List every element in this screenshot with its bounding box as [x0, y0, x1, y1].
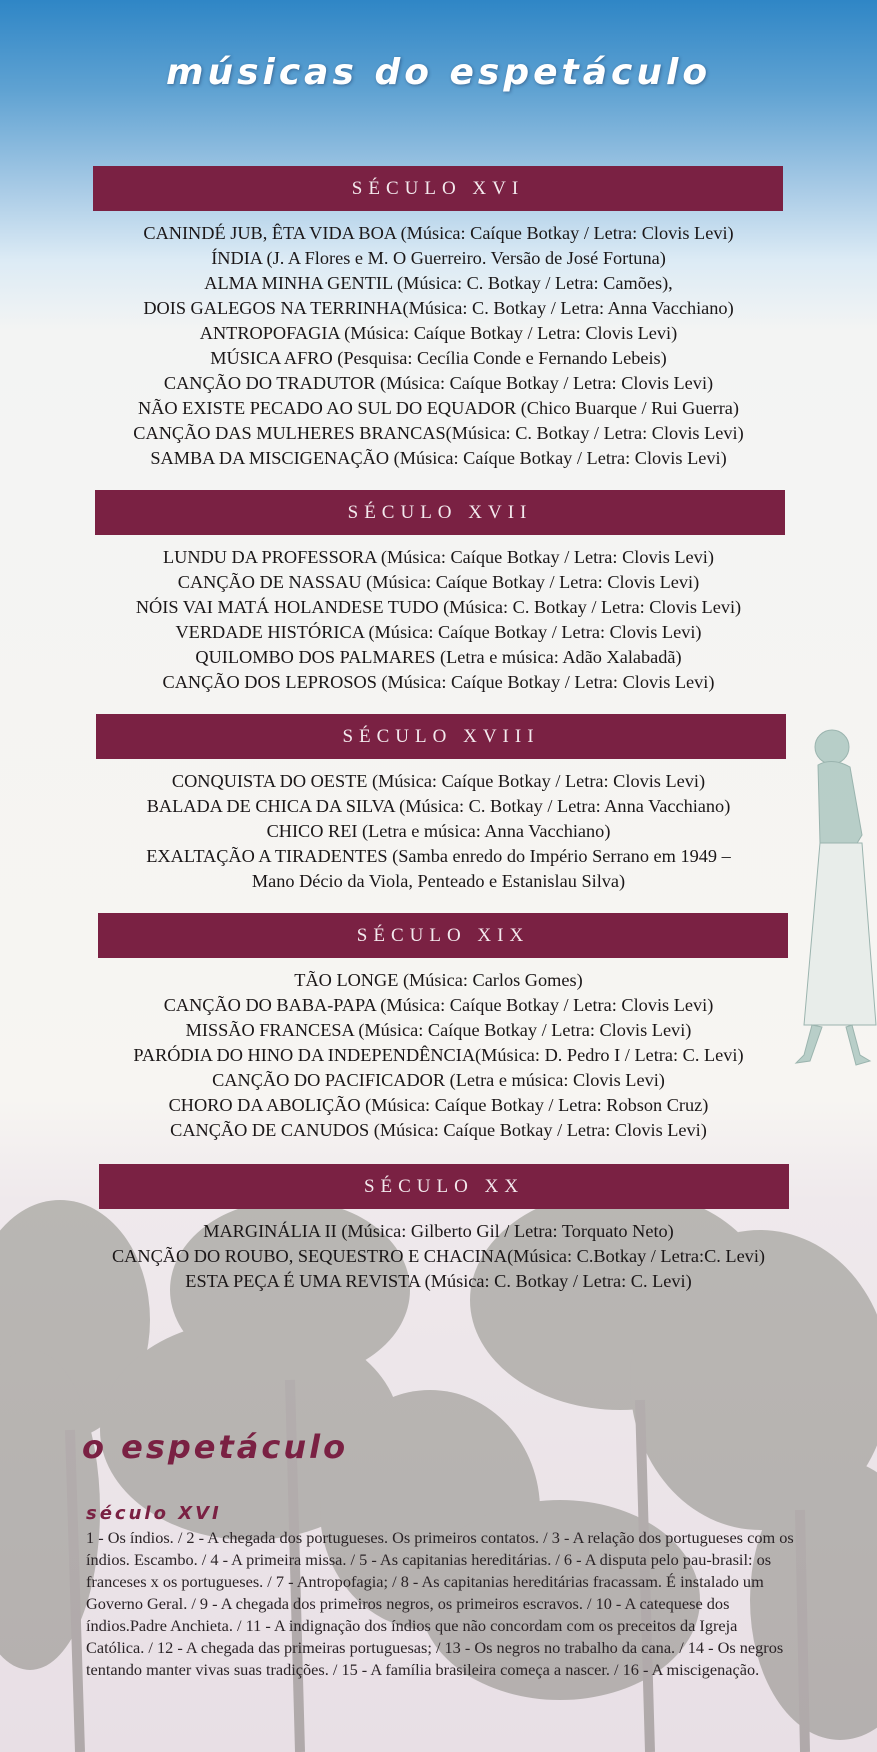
list-item: TÃO LONGE (Música: Carlos Gomes) [294, 970, 583, 990]
list-item: NÓIS VAI MATÁ HOLANDESE TUDO (Música: C. Botkay / Letra: Clovis Levi) [135, 597, 742, 617]
list-item: ESTA PEÇA É UMA REVISTA (Música: C. Botkay / Letra: C. Levi) [185, 1271, 692, 1291]
century-heading: SÉCULO XVIII [96, 714, 786, 759]
century-section-xix [0, 913, 877, 1143]
list-item: ÍNDIA (J. A Flores e M. O Guerreiro. Versão de José Fortuna) [211, 248, 666, 268]
century-heading: SÉCULO XVI [93, 166, 783, 211]
list-item: MARGINÁLIA II (Música: Gilberto Gil / Letra: Torquato Neto) [203, 1221, 674, 1241]
list-item: CANÇÃO DO BABA-PAPA (Música: Caíque Botkay / Letra: Clovis Levi) [163, 995, 714, 1015]
song-list [0, 769, 877, 894]
list-item: PARÓDIA DO HINO DA INDEPENDÊNCIA(Música: D. Pedro I / Letra: C. Levi) [133, 1045, 744, 1065]
list-item: QUILOMBO DOS PALMARES (Letra e música: Adão Xalabadã) [195, 647, 682, 667]
century-heading: SÉCULO XVII [95, 490, 785, 535]
century-section-xx [0, 1164, 877, 1294]
list-item: LUNDU DA PROFESSORA (Música: Caíque Botkay / Letra: Clovis Levi) [163, 547, 714, 567]
list-item: CANÇÃO DE CANUDOS (Música: Caíque Botkay / Letra: Clovis Levi) [170, 1120, 707, 1140]
list-item: EXALTAÇÃO A TIRADENTES (Samba enredo do Império Serrano em 1949 – Mano Décio da Viola, Penteado e Estanislau Silva) [146, 846, 731, 891]
list-item: CHORO DA ABOLIÇÃO (Música: Caíque Botkay / Letra: Robson Cruz) [168, 1095, 709, 1115]
page-title: músicas do espetáculo [165, 52, 712, 93]
list-item: ALMA MINHA GENTIL (Música: C. Botkay / Letra: Camões), [204, 273, 673, 293]
list-item: MÚSICA AFRO (Pesquisa: Cecília Conde e Fernando Lebeis) [210, 348, 667, 368]
list-item: CANÇÃO DAS MULHERES BRANCAS(Música: C. Botkay / Letra: Clovis Levi) [133, 423, 744, 443]
song-list [0, 545, 877, 695]
list-item: CANINDÉ JUB, ÊTA VIDA BOA (Música: Caíque Botkay / Letra: Clovis Levi) [143, 223, 734, 243]
list-item: CANÇÃO DO PACIFICADOR (Letra e música: Clovis Levi) [212, 1070, 665, 1090]
list-item: CHICO REI (Letra e música: Anna Vacchiano) [266, 821, 611, 841]
song-list [0, 1219, 877, 1294]
list-item: CANÇÃO DO ROUBO, SEQUESTRO E CHACINA(Música: C.Botkay / Letra:C. Levi) [111, 1246, 765, 1266]
century-heading: SÉCULO XIX [98, 913, 788, 958]
century-section-xvi [0, 166, 877, 471]
list-item: MISSÃO FRANCESA (Música: Caíque Botkay / Letra: Clovis Levi) [185, 1020, 692, 1040]
list-item: CONQUISTA DO OESTE (Música: Caíque Botkay / Letra: Clovis Levi) [171, 771, 706, 791]
section-body-text: 1 - Os índios. / 2 - A chegada dos portugueses. Os primeiros contatos. / 3 - A relação dos portugueses com os índios. Escambo. / 4 - A primeira missa. / 5 - As capitanias hereditárias. / 6 - A disputa pelo pau-brasil: os franceses x os portugueses. / 7 - Antropofagia; / 8 - As capitanias hereditárias fracassam. É instalado um Governo Geral. / 9 - A chegada dos primeiros negros, os primeiros escravos. / 10 - A catequese dos índios.Padre Anchieta. / 11 - A indignação dos índios que não concordam com os preceitos da Igreja Católica. / 12 - A chegada das primeiras portuguesas; / 13 - Os negros no trabalho da cana. / 14 - Os negros tentando manter vivas suas tradições. / 15 - A família brasileira começa a nascer. / 16 - A miscigenação. [86, 1528, 794, 1679]
century-section-xvii [0, 490, 877, 695]
song-list [0, 221, 877, 471]
section-title: o espetáculo [82, 1428, 349, 1466]
century-section-xviii [0, 714, 877, 894]
list-item: CANÇÃO DE NASSAU (Música: Caíque Botkay / Letra: Clovis Levi) [177, 572, 700, 592]
list-item: CANÇÃO DO TRADUTOR (Música: Caíque Botkay / Letra: Clovis Levi) [163, 373, 714, 393]
section-subtitle: século XVI [86, 1503, 222, 1524]
list-item: SAMBA DA MISCIGENAÇÃO (Música: Caíque Botkay / Letra: Clovis Levi) [150, 448, 727, 468]
list-item: CANÇÃO DOS LEPROSOS (Música: Caíque Botkay / Letra: Clovis Levi) [162, 672, 715, 692]
list-item: BALADA DE CHICA DA SILVA (Música: C. Botkay / Letra: Anna Vacchiano) [146, 796, 731, 816]
century-heading: SÉCULO XX [99, 1164, 789, 1209]
song-list [0, 968, 877, 1143]
list-item: VERDADE HISTÓRICA (Música: Caíque Botkay / Letra: Clovis Levi) [175, 622, 702, 642]
list-item: ANTROPOFAGIA (Música: Caíque Botkay / Letra: Clovis Levi) [199, 323, 678, 343]
list-item: DOIS GALEGOS NA TERRINHA(Música: C. Botkay / Letra: Anna Vacchiano) [143, 298, 734, 318]
list-item: NÃO EXISTE PECADO AO SUL DO EQUADOR (Chico Buarque / Rui Guerra) [137, 398, 739, 418]
